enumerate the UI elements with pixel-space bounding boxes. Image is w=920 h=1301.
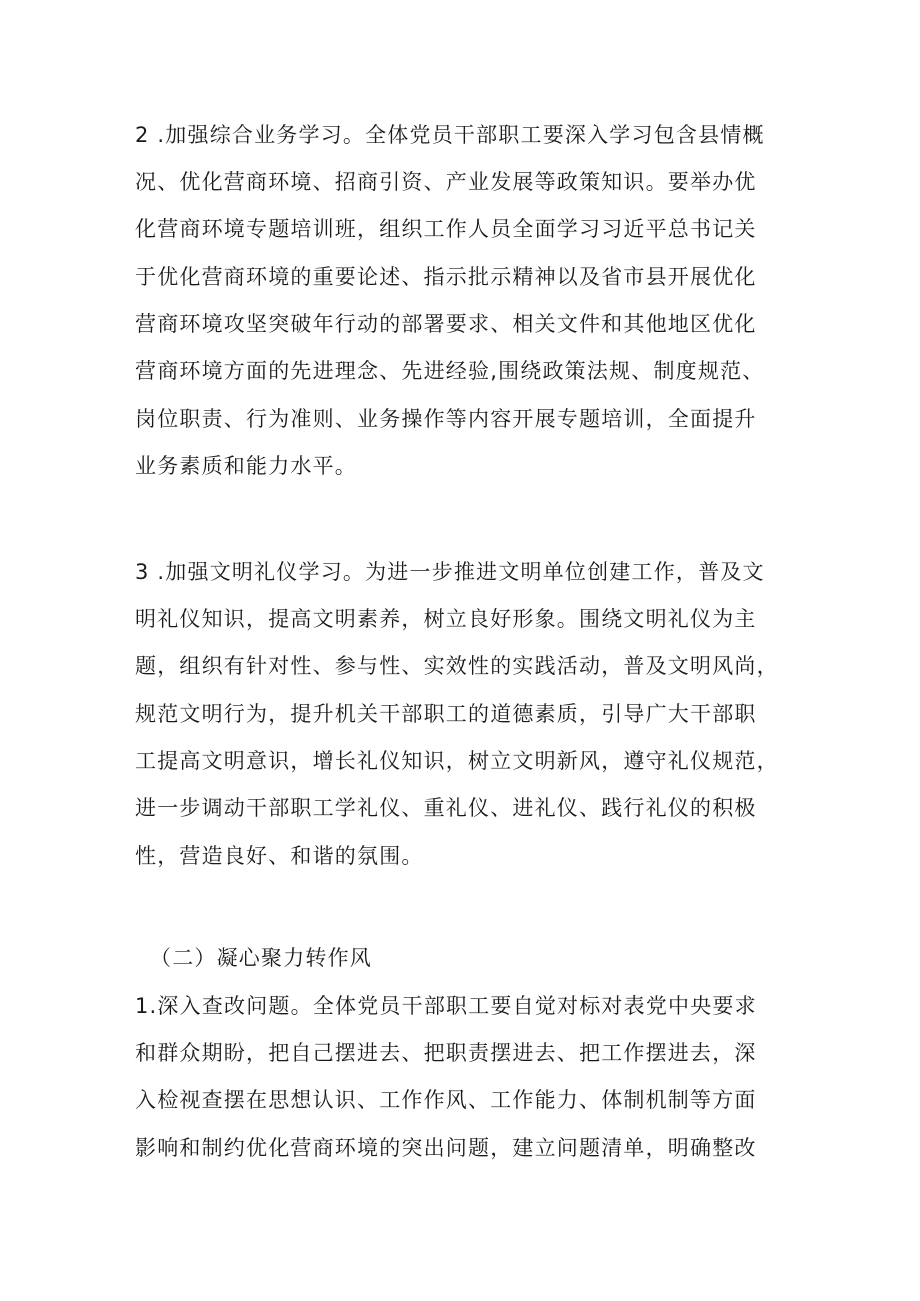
paragraph-2-line-8: 业务素质和能力水平。: [135, 454, 357, 478]
paragraph-3-line-3: 题，组织有针对性、参与性、实效性的实践活动，普及文明风尚，: [135, 654, 779, 678]
paragraph-3-line-5: 工提高文明意识，增长礼仪知识，树立文明新风，遵守礼仪规范，: [135, 749, 779, 773]
paragraph-2-line-3: 化营商环境专题培训班，组织工作人员全面学习习近平总书记关: [135, 217, 757, 241]
paragraph-3-line-2: 明礼仪知识，提高文明素养，树立良好形象。围绕文明礼仪为主: [135, 607, 757, 631]
paragraph-2-line-4: 于优化营商环境的重要论述、指示批示精神以及省市县开展优化: [135, 265, 757, 289]
section-heading: （二）凝心聚力转作风: [150, 946, 372, 970]
paragraph-next-line-3: 入检视查摆在思想认识、工作作风、工作能力、体制机制等方面: [135, 1088, 757, 1112]
paragraph-next-line-2: 和群众期盼，把自己摆进去、把职责摆进去、把工作摆进去，深: [135, 1041, 757, 1065]
paragraph-2-line-1: 2 .加强综合业务学习。全体党员干部职工要深入学习包含县情概: [135, 123, 765, 147]
paragraph-2-line-7: 岗位职责、行为准则、业务操作等内容开展专题培训，全面提升: [135, 407, 757, 431]
paragraph-3-line-4: 规范文明行为，提升机关干部职工的道德素质，引导广大干部职: [135, 702, 757, 726]
paragraph-next-line-4: 影响和制约优化营商环境的突出问题，建立问题清单，明确整改: [135, 1136, 757, 1160]
paragraph-3-line-7: 性，营造良好、和谐的氛围。: [135, 844, 424, 868]
paragraph-2-line-5: 营商环境攻坚突破年行动的部署要求、相关文件和其他地区优化: [135, 312, 757, 336]
paragraph-3-line-6: 进一步调动干部职工学礼仪、重礼仪、进礼仪、践行礼仪的积极: [135, 796, 757, 820]
paragraph-2-line-2: 况、优化营商环境、招商引资、产业发展等政策知识。要举办优: [135, 170, 757, 194]
paragraph-3-line-1: 3 .加强文明礼仪学习。为进一步推进文明单位创建工作，普及文: [135, 560, 765, 584]
paragraph-2-line-6: 营商环境方面的先进理念、先进经验,围绕政策法规、制度规范、: [135, 359, 765, 383]
paragraph-next-line-1: 1.深入查改问题。全体党员干部职工要自觉对标对表党中央要求: [135, 994, 757, 1018]
